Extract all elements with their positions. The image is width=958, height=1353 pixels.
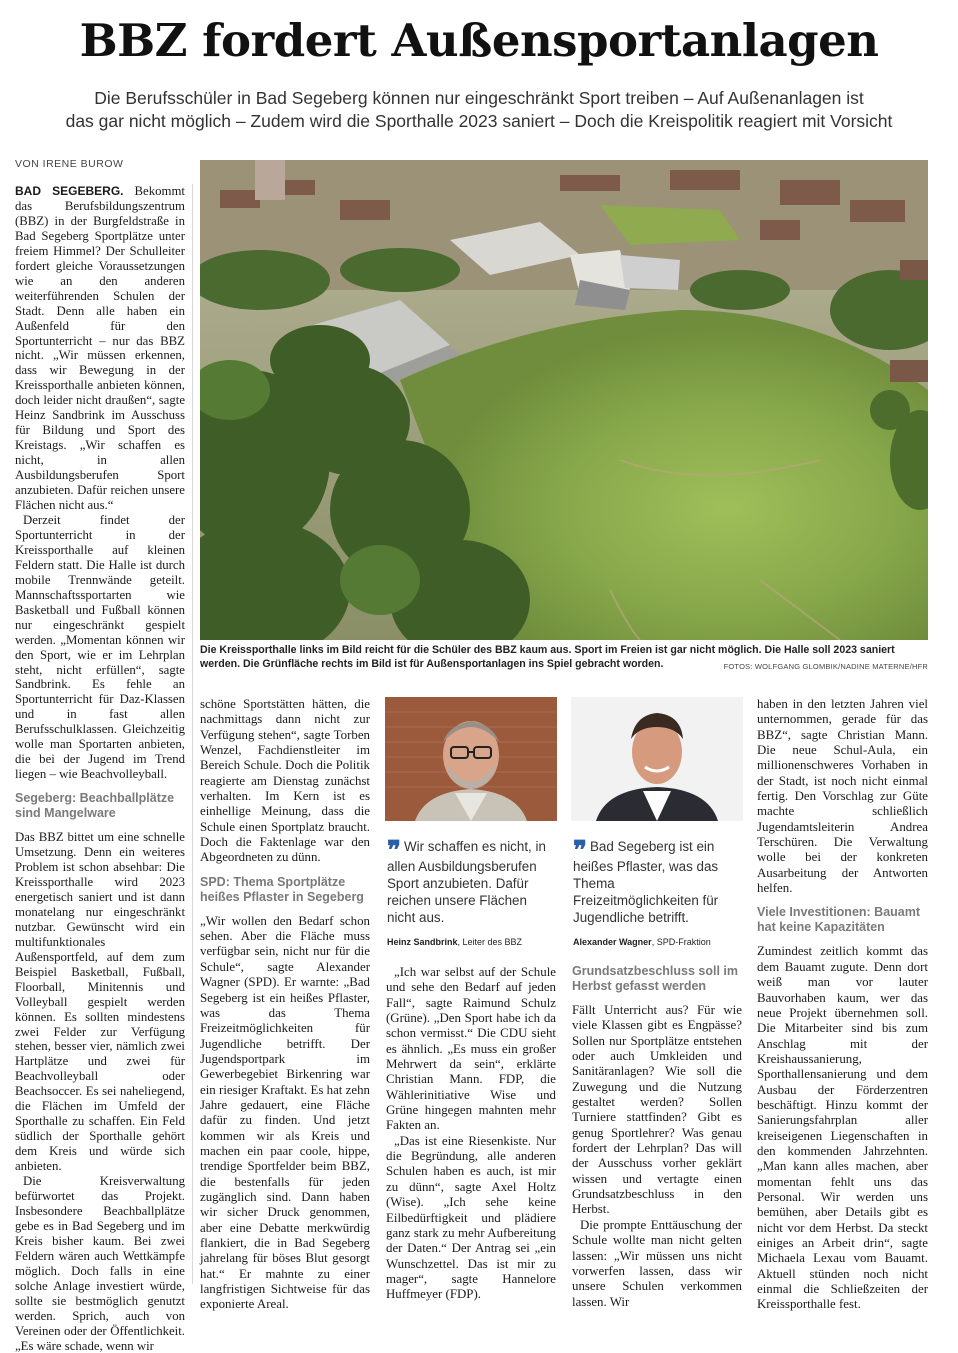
aerial-photo-image xyxy=(200,160,928,640)
subheadline-line-1: Die Berufsschüler in Bad Segeberg können nur eingeschränkt Sport treiben – Auf Außenanlagen ist xyxy=(94,88,864,108)
paragraph: Das BBZ bittet um eine schnelle Umsetzung. Denn ein weiteres Problem ist schon absehbar: Die Kreissporthalle wird 2023 energetisch saniert und ist dann monatelang nur eingeschränkt nutzbar. Gewünscht wird ein multifunktionales Außensportfeld, auf dem zum Beispiel Basketball, Fußball, Floorball, Minitennis und Volleyball gespielt werden können. Es sollten mindestens zwei Felder zur Verfügung stehen, besser vier, nämlich zwei Hartplätze und zwei für Beachvolleyball oder Beachsoccer. Es sei naheliegend, die Flächen im Umfeld der Sporthalle zu schaffen. Ein Feld südlich der Sporthalle gehört dem Kreis und würde sich anbieten. xyxy=(15,830,185,1174)
quote-author: Heinz Sandbrink xyxy=(387,937,458,947)
paragraph: Die prompte Enttäuschung der Schule wollte man nicht gelten lassen: „Wir müssen uns nicht vorwerfen lassen, dass wir unsere Schulen verkommen lassen. Wir xyxy=(572,1217,742,1309)
quote-text: Bad Segeberg ist ein heißes Pflaster, was das Thema Freizeitmöglichkeiten für Jugendliche betrifft. xyxy=(573,839,719,925)
column-divider xyxy=(192,184,193,1284)
headline: BBZ fordert Außensportanlagen xyxy=(79,14,879,67)
paragraph: „Das ist eine Riesenkiste. Nur die Begründung, alle anderen Schulen haben es auch, ist mir zu dünn“, sagte Axel Holtz (Wise). „Ich sehe keine Eilbedürftigkeit und plädiere ganz stark zu mehr Aufbereitung der Daten.“ Der Antrag sei „ein Wunschzettel. Das ist mir zu mager“, sagte Hannelore Huffmeyer (FDP). xyxy=(386,1133,556,1302)
byline: VON IRENE BUROW xyxy=(15,158,124,170)
paragraph: schöne Sportstätten hätten, die nachmittags dann nicht zur Verfügung stehen“, sagte Torben Wenzel, Fachdienstleiter im Bereich Schule. Doch die Politik reagierte am Dienstag zunächst verhalten. Im Kern ist es einhellige Meinung, dass die Schule einen Sportplatz braucht. Doch die Faktenlage war den Abgeordneten zu dünn. xyxy=(200,697,370,865)
paragraph: „Wir wollen den Bedarf schon sehen. Aber die Fläche muss verfügbar sein, nicht nur für die Schule“, sagte Alexander Wagner (SPD). Er warnte: „Bad Segeberg ist ein heißes Pflaster, was das Thema Freizeitmöglichkeiten für Jugendliche betrifft. Der Jugendsportpark im Gewerbegebiet Birkenring war ein riesiger Kraftakt. Es hat zehn Jahre gedauert, eine Fläche dafür zu finden. Und jetzt kommen wir als Kreis und machen ein paar coole, hippe, trendige Sportfelder beim BBZ, die bestenfalls für jeden zugänglich sind. Dann haben wir sicher Druck genommen, aber eine Debatte merkwürdig flankiert, die in Bad Segeberg jahrelang für böses Blut gesorgt hat.“ Er mahnte zu einer langfristigen Sichtweise für das exponierte Areal. xyxy=(200,913,370,1312)
portrait-image xyxy=(571,697,743,821)
quote-role: , SPD-Fraktion xyxy=(651,937,711,947)
quote-mark-icon: ❞ xyxy=(573,836,587,866)
aerial-photo xyxy=(200,160,928,640)
subheading: Viele Investitionen: Bauamt hat keine Kapazitäten xyxy=(757,905,921,935)
subheadline xyxy=(30,87,928,133)
portrait-alexander-wagner xyxy=(571,697,743,821)
pull-quote-sandbrink xyxy=(387,838,555,926)
quote-source-sandbrink xyxy=(387,937,522,947)
article-column-2 xyxy=(200,697,370,1313)
photo-credit: FOTOS: WOLFGANG GLOMBIK/NADINE MATERNE/HFR xyxy=(723,662,928,671)
paragraph: Derzeit findet der Sportunterricht in der Kreissporthalle auf kleinen Feldern statt. Die Halle ist durch mobile Trennwände geteilt. Mannschaftssportarten wie Basketball und Fußball können nur eingeschränkt gespielt werden. „Momentan können wir den Sport, wie er im Lehrplan steht, nicht erfüllen“, sagte Sandbrink. Es fehle an Sportunterricht für Daz-Klassen und in fast allen Berufsschulklassen. Gleichzeitig wolle man Sportarten anbieten, die bei der Jugend im Trend liegen – wie Beachvolleyball. xyxy=(15,512,185,782)
portrait-heinz-sandbrink xyxy=(385,697,557,821)
paragraph: Die Kreisverwaltung befürwortet das Projekt. Insbesondere Beachballplätze gebe es in Bad Segeberg und im Kreis bisher kaum. Bei zwei Feldern wären auch Wettkämpfe möglich. Doch falls in eine solche Anlage investiert würde, sollte sie bestmöglich genutzt werden. Sprich, auch von Vereinen oder der Öffentlichkeit. „Es wäre schade, wenn wir xyxy=(15,1174,185,1353)
caption-text: Die Kreissporthalle links im Bild reicht für die Schüler des BBZ kaum aus. Sport im Freien ist gar nicht möglich. Die Halle soll 2023 saniert werden. Die Grünfläche rechts im Bild ist für Außensportanlagen ins Spiel gebracht worden. xyxy=(200,644,895,670)
subheadline-line-2: das gar nicht möglich – Zudem wird die Sporthalle 2023 saniert – Doch die Kreispolitik reagiert mit Vorsicht xyxy=(65,111,893,131)
article-column-3 xyxy=(386,965,556,1303)
quote-source-wagner xyxy=(573,937,711,947)
dateline: BAD SEGEBERG. xyxy=(15,184,124,198)
article-column-1 xyxy=(15,184,185,1353)
portrait-image xyxy=(385,697,557,821)
subheading: SPD: Thema Sportplätze heißes Pflaster in Segeberg xyxy=(200,874,364,904)
paragraph: Fällt Unterricht aus? Für wie viele Klassen gibt es Engpässe? Sollen nur Sportplätze entstehen oder auch Umkleiden und Sanitäranlagen? Wie soll die Zuwegung und die Nutzung gestaltet werden? Sollen Turniere stattfinden? Gibt es genug Sportlehrer? Was genau fordert der Lehrplan? Das will der Ausschuss vorher geklärt wissen und vertagte einen Grundsatzbeschluss in den Herbst. xyxy=(572,1003,742,1217)
quote-author: Alexander Wagner xyxy=(573,937,652,947)
photo-caption xyxy=(200,643,928,674)
paragraph: haben in den letzten Jahren viel unternommen, gerade für das BBZ“, sagte Christian Mann. Die neue Schul-Aula, ein millionenschweres Vorhaben in der Stadt, ist noch nicht einmal fertig. Den Vorschlag zur Güte machte schließlich Jugendamtsleiterin Andrea Terschüren. Die Verwaltung wolle bei der konkreten Ausarbeitung der Antworten helfen. xyxy=(757,697,928,896)
paragraph: BAD SEGEBERG. Bekommt das Berufsbildungszentrum (BBZ) in der Burgfeldstraße in Bad Segeberg Sportplätze unter freiem Himmel? Der Schulleiter fordert gleiche Voraussetzungen wie an den anderen weiterführenden Schulen der Stadt. Denn alle haben ein Außenfeld für den Sportunterricht – nur das BBZ nicht. „Wir müssen erkennen, dass wir Bewegung in der Kreissporthalle anbieten können, doch leider nicht draußen“, sagte Heinz Sandbrink im Ausschuss für Bildung und Sport des Kreistags. „Wir schaffen es nicht, in allen Ausbildungsberufen Sport anzubieten. Dafür reichen unsere Flächen nicht aus.“ xyxy=(15,184,185,513)
paragraph: Zumindest zeitlich kommt das dem Bauamt zugute. Denn dort weiß man vor lauter Bauvorhaben kaum, wer das neue Projekt übernehmen soll. Die Mitarbeiter sind bis zum Anschlag mit der Kreishaussanierung, Sporthallensanierung und dem Ausbau der Förderzentren beschäftigt. Hinzu kommt der Sanierungsfahrplan aller kreiseigenen Liegenschaften in den kommenden Jahrzehnten. „Man kann alles machen, aber momentan fehlt uns das Personal. Wir werden uns bemühen, aber Details gibt es nicht vor dem Herbst. Da steckt einiges an Arbeit drin“, sagte Michaela Lexau vom Bauamt. Aktuell stünden noch nicht einmal die Schließzeiten der Kreissporthalle fest. xyxy=(757,944,928,1312)
quote-role: , Leiter des BBZ xyxy=(457,937,523,947)
paragraph: „Ich war selbst auf der Schule und sehe den Bedarf auf jeden Fall“, sagte Raimund Schulz (Grüne). „Den Sport habe ich da schon vermisst.“ Die CDU sieht es ähnlich. „Es muss ein großer Mehrwert da sein“, erklärte Christian Mann. FDP, die Wählerinitiative Wise und Grüne hingegen mahnten mehr Fakten an. xyxy=(386,965,556,1133)
quote-mark-icon: ❞ xyxy=(387,836,401,866)
pull-quote-wagner xyxy=(573,838,741,926)
quote-text: Wir schaffen es nicht, in allen Ausbildungsberufen Sport anzubieten. Dafür reichen unsere Flächen nicht aus. xyxy=(387,839,546,925)
subheading: Segeberg: Beachballplätze sind Mangelware xyxy=(15,791,175,821)
subheading: Grundsatzbeschluss soll im Herbst gefasst werden xyxy=(572,964,739,993)
article-column-5 xyxy=(757,697,928,1313)
article-column-4 xyxy=(572,958,742,1310)
